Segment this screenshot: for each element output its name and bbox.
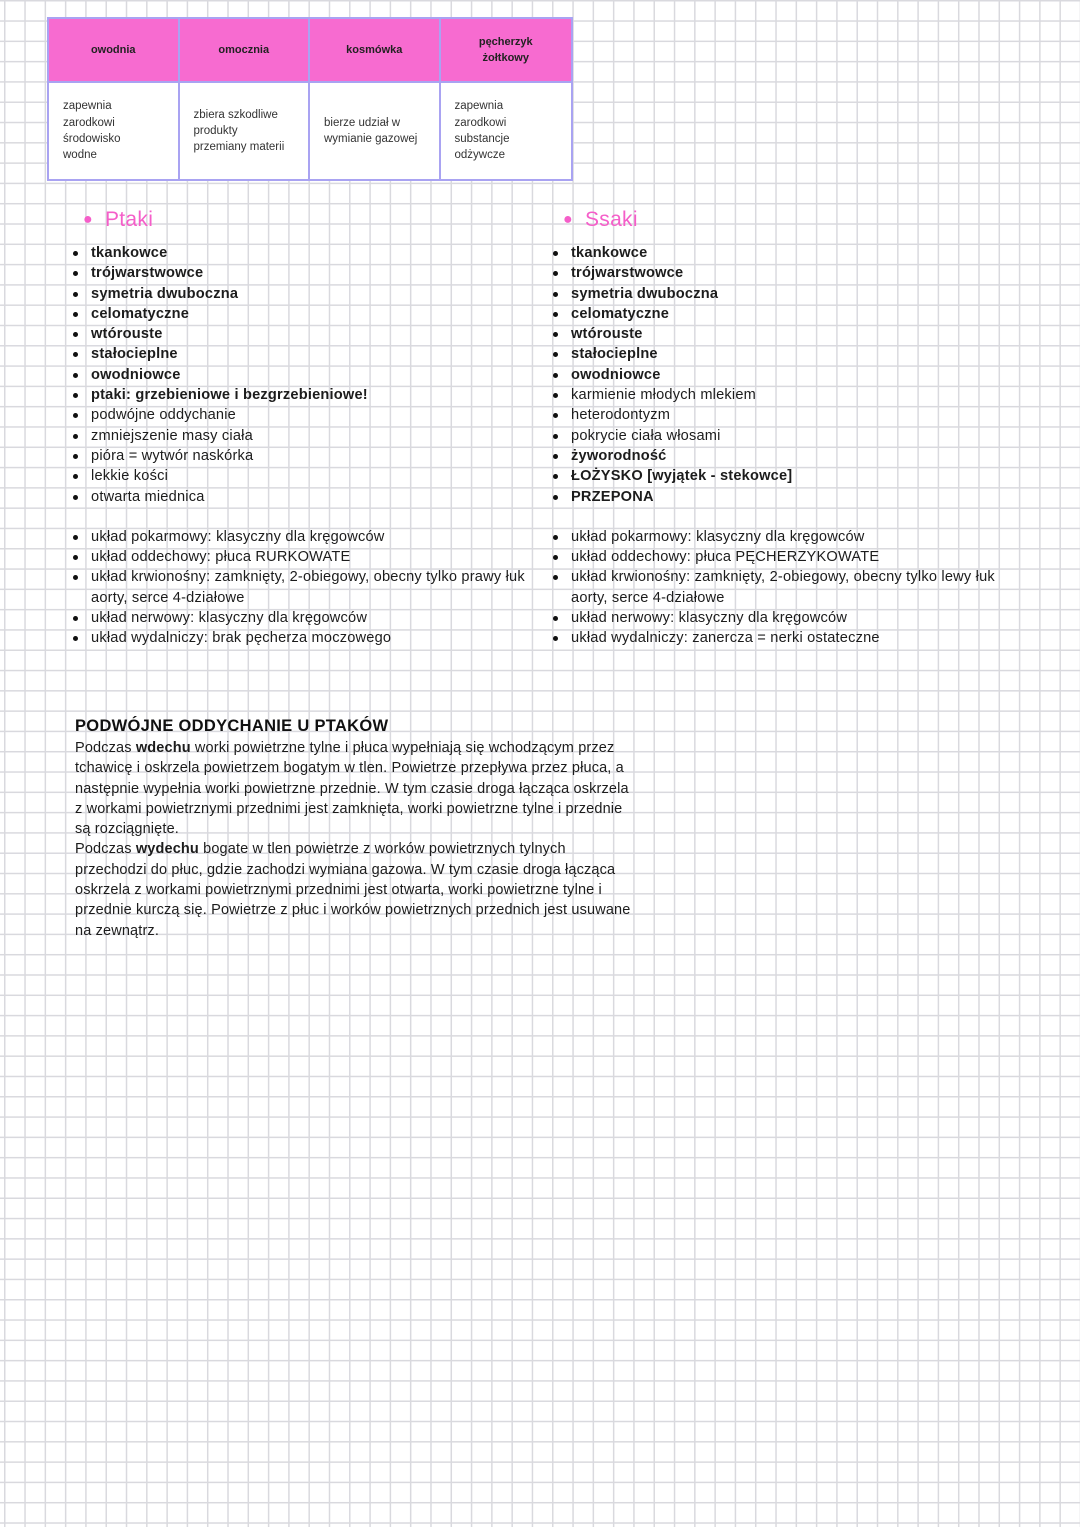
- birds-title: Ptaki: [104, 208, 154, 231]
- list-item: symetria dwuboczna: [73, 284, 543, 304]
- list-item: pokrycie ciała włosami: [553, 426, 1023, 446]
- table-cell-text: zapewnia zarodkowi środowisko wodne: [63, 100, 121, 162]
- mammals-column: [553, 205, 1023, 649]
- list-item: wtórouste: [73, 324, 543, 344]
- table-cell: [49, 83, 180, 179]
- list-item: otwarta miednica: [73, 487, 543, 507]
- list-item: układ nerwowy: klasyczny dla kręgowców: [553, 608, 1023, 628]
- list-item: tkankowce: [73, 243, 543, 263]
- list-item: układ nerwowy: klasyczny dla kręgowców: [73, 608, 543, 628]
- inhale-paragraph: [75, 738, 635, 839]
- text-span: Podczas: [75, 841, 136, 858]
- table-header-text: pęcherzyk żołtkowy: [478, 36, 533, 64]
- list-item: układ oddechowy: płuca PĘCHERZYKOWATE: [553, 547, 1023, 567]
- mammals-systems-list: [553, 527, 1023, 649]
- bold-term: wydechu: [135, 841, 199, 858]
- list-item: tkankowce: [553, 243, 1023, 263]
- list-item: żyworodność: [553, 446, 1023, 466]
- list-item: układ wydalniczy: brak pęcherza moczowego: [73, 628, 543, 648]
- embryonic-membranes-table: [47, 17, 573, 181]
- section-heading: PODWÓJNE ODDYCHANIE U PTAKÓW: [75, 717, 389, 735]
- list-item: pióra = wytwór naskórka: [73, 446, 543, 466]
- list-item: ptaki: grzebieniowe i bezgrzebieniowe!: [73, 385, 543, 405]
- table-cell-text: zbiera szkodliwe produkty przemiany materii: [193, 108, 285, 154]
- list-item: zmniejszenie masy ciała: [73, 426, 543, 446]
- list-item: stałocieplne: [73, 344, 543, 364]
- list-item: układ pokarmowy: klasyczny dla kręgowców: [553, 527, 1023, 547]
- list-item: heterodontyzm: [553, 405, 1023, 425]
- list-item: układ wydalniczy: zanercza = nerki ostateczne: [553, 628, 1023, 648]
- list-item: trójwarstwowce: [73, 263, 543, 283]
- birds-traits-list: [73, 243, 543, 507]
- list-item: PRZEPONA: [553, 487, 1023, 507]
- table-cell: [310, 83, 441, 179]
- list-item: układ pokarmowy: klasyczny dla kręgowców: [73, 527, 543, 547]
- list-item: ŁOŻYSKO [wyjątek - stekowce]: [553, 466, 1023, 486]
- table-cell-text: bierze udział w wymianie gazowej: [324, 116, 418, 145]
- double-breathing-section: [75, 714, 635, 941]
- bold-term: wdechu: [135, 740, 191, 756]
- list-item: karmienie młodych mlekiem: [553, 385, 1023, 405]
- table-header-cell: [441, 19, 572, 83]
- list-item: stałocieplne: [553, 344, 1023, 364]
- bullet-icon: ●: [563, 211, 573, 228]
- list-item: owodniowce: [553, 365, 1023, 385]
- list-item: celomatyczne: [553, 304, 1023, 324]
- list-item: owodniowce: [73, 365, 543, 385]
- table-cell: [441, 83, 572, 179]
- list-item: symetria dwuboczna: [553, 284, 1023, 304]
- table-header-cell: omocznia: [180, 19, 311, 83]
- exhale-paragraph: [75, 839, 635, 940]
- birds-systems-list: [73, 527, 543, 649]
- mammals-title: Ssaki: [584, 208, 638, 231]
- list-item: celomatyczne: [73, 304, 543, 324]
- mammals-traits-list: [553, 243, 1023, 507]
- text-span: Podczas: [75, 740, 136, 756]
- list-item: podwójne oddychanie: [73, 405, 543, 425]
- table-cell: [180, 83, 311, 179]
- birds-heading: [83, 205, 543, 235]
- list-item: układ oddechowy: płuca RURKOWATE: [73, 547, 543, 567]
- bullet-icon: ●: [83, 211, 93, 228]
- mammals-heading: [563, 205, 1023, 235]
- table-cell-text: zapewnia zarodkowi substancje odżywcze: [454, 100, 510, 162]
- list-item: lekkie kości: [73, 466, 543, 486]
- table-header-cell: owodnia: [49, 19, 180, 83]
- list-item: trójwarstwowce: [553, 263, 1023, 283]
- text-span: bogate w tlen powietrze z worków powietrznych tylnych przechodzi do płuc, gdzie zachodzi wymiana gazowa. W tym czasie droga łącząca oskrzela z workami powietrznymi przednimi jest otwarta, worki powietrzne tylne i przednie kurczą się. Powietrze z płuc i worków powietrznych przednich jest usuwane na zewnątrz.: [75, 841, 631, 939]
- table-header-cell: kosmówka: [310, 19, 441, 83]
- birds-column: [73, 205, 543, 649]
- text-span: worki powietrzne tylne i płuca wypełniają się wchodzącym przez tchawicę i oskrzela powietrzem bogatym w tlen. Powietrze przepływa przez płuca, a następnie wypełnia worki powietrzne przednie. W tym czasie droga łącząca oskrzela z workami powietrznymi przednimi jest zamknięta, worki powietrzne tylne i przednie są rozciągnięte.: [75, 740, 629, 838]
- list-item: układ krwionośny: zamknięty, 2-obiegowy, obecny tylko lewy łuk aorty, serce 4-działowe: [553, 567, 1023, 608]
- list-item: wtórouste: [553, 324, 1023, 344]
- list-item: układ krwionośny: zamknięty, 2-obiegowy, obecny tylko prawy łuk aorty, serce 4-działowe: [73, 567, 543, 608]
